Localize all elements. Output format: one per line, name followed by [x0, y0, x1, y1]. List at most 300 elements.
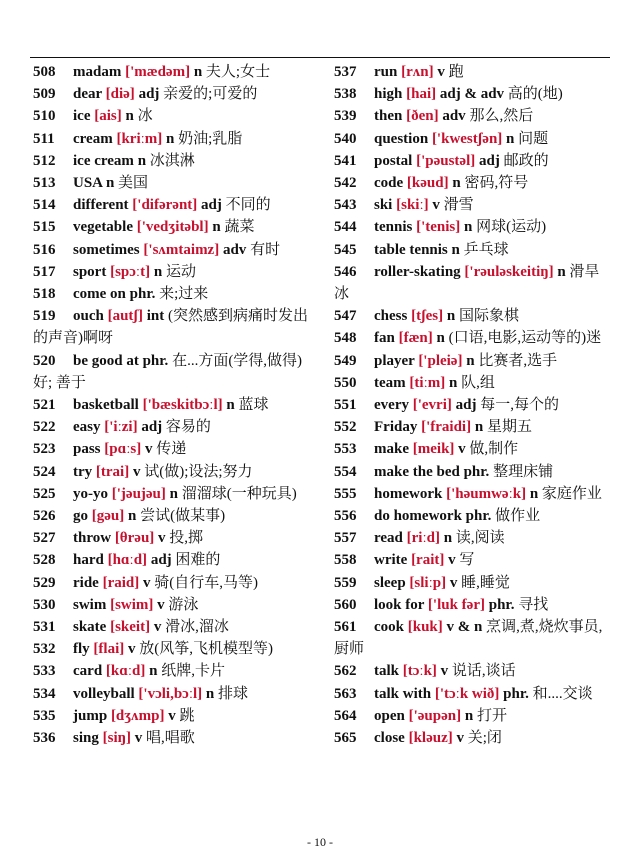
entry-part-of-speech: adj & adv [439, 86, 505, 103]
vocab-entry [33, 638, 311, 660]
entry-number: 540 [334, 130, 357, 147]
entry-number: 525 [33, 485, 56, 502]
entry-phonetic: ['rəuləskeitiŋ] [464, 263, 554, 280]
entry-phonetic: [tiːm] [409, 374, 446, 391]
entry-part-of-speech: v [432, 197, 440, 214]
entry-part-of-speech: v [134, 730, 143, 747]
entry-word: look for [374, 596, 425, 613]
vocab-entry [334, 660, 612, 682]
entry-number: 542 [334, 175, 357, 192]
entry-part-of-speech: v [458, 441, 466, 458]
entry-part-of-speech: v [128, 641, 136, 658]
entry-definition: 蓝球 [238, 397, 269, 414]
vocab-entry [33, 83, 311, 105]
entry-word: hard [73, 552, 104, 569]
entry-phonetic: [diə] [105, 86, 135, 103]
entry-definition: 亲爱的;可爱的 [163, 86, 258, 103]
entry-number: 548 [334, 330, 357, 347]
entry-number: 544 [334, 219, 357, 236]
entry-part-of-speech: n [226, 397, 235, 414]
entry-phonetic: [skiː] [396, 197, 429, 214]
entry-definition: 烹调,煮,烧炊事员,厨师 [334, 619, 603, 658]
entry-part-of-speech: n [153, 263, 163, 280]
entry-definition: 有时 [250, 241, 281, 258]
entry-definition: 邮政的 [503, 152, 549, 169]
entry-definition: 打开 [476, 707, 507, 724]
entry-word: different [73, 197, 129, 214]
entry-phonetic: ['vɔli,bɔːl] [138, 685, 203, 702]
entry-definition: (突然感到病痛时发出的声音)啊呀 [33, 308, 308, 347]
entry-definition: 家庭作业 [541, 485, 602, 502]
entry-phonetic: [sliːp] [409, 574, 447, 591]
entry-word: dear [73, 86, 102, 103]
entry-phonetic: ['difərənt] [132, 197, 198, 214]
entry-number: 539 [334, 108, 357, 125]
entry-word: madam [73, 64, 122, 80]
entry-number: 526 [33, 508, 56, 525]
entry-phonetic: ['fraidi] [421, 419, 472, 436]
entry-phonetic: ['pleiə] [418, 352, 463, 369]
entry-phonetic: [autʃ] [107, 308, 143, 325]
vocab-entry [334, 327, 612, 349]
entry-number: 513 [33, 175, 56, 192]
entry-phonetic: ['mædəm] [125, 64, 191, 80]
entry-phonetic: [trai] [95, 463, 130, 480]
vocab-entry [334, 194, 612, 216]
entry-definition: 整理床铺 [493, 463, 554, 480]
vocab-entry [33, 61, 311, 83]
vocab-entry [33, 150, 311, 172]
entry-word: question [374, 130, 429, 147]
entry-word: tennis [374, 219, 413, 236]
entry-phonetic: [gəu] [91, 508, 125, 525]
entry-word: jump [73, 707, 108, 724]
entry-phonetic: ['sʌmtaimz] [143, 241, 220, 258]
entry-phonetic: [siŋ] [102, 730, 131, 747]
entry-phonetic: ['əupən] [408, 707, 462, 724]
entry-definition: 冰淇淋 [149, 152, 195, 169]
entry-number: 527 [33, 530, 56, 547]
vocab-entry [334, 683, 612, 705]
entry-definition: 做,制作 [469, 441, 519, 458]
entry-phonetic: ['pəustəl] [416, 152, 476, 169]
entry-number: 521 [33, 397, 56, 414]
entry-phonetic: [skeit] [110, 619, 151, 636]
entry-phonetic: [dʒʌmp] [110, 707, 165, 724]
entry-definition: 唱,唱歌 [145, 730, 195, 747]
entry-word: Friday [374, 419, 418, 436]
entry-definition: 滑冰,溜冰 [165, 619, 229, 636]
entry-definition: 容易的 [165, 419, 211, 436]
entry-part-of-speech: v [456, 730, 464, 747]
vocab-entry [334, 549, 612, 571]
entry-part-of-speech: v [448, 552, 456, 569]
entry-number: 550 [334, 374, 357, 391]
entry-word: sing [73, 730, 99, 747]
entry-part-of-speech: n [149, 663, 158, 680]
vocab-entry [334, 505, 612, 527]
entry-phonetic: [kləuz] [408, 730, 453, 747]
vocab-entry [33, 350, 311, 394]
entry-phonetic: [θrəu] [114, 530, 155, 547]
entry-number: 546 [334, 263, 357, 280]
entry-word: chess [374, 308, 408, 325]
entry-part-of-speech: adv [442, 108, 466, 125]
entry-part-of-speech: n [212, 219, 221, 236]
entry-word: fan [374, 330, 395, 347]
vocab-entry [33, 416, 311, 438]
entry-phonetic: [tʃes] [411, 308, 444, 325]
entry-definition: 游泳 [168, 596, 199, 613]
vocab-column-left [33, 61, 311, 749]
entry-number: 515 [33, 219, 56, 236]
vocab-entry [33, 705, 311, 727]
entry-word: ride [73, 574, 99, 591]
entry-word: table tennis [374, 241, 448, 258]
entry-word: try [73, 463, 93, 480]
entry-number: 545 [334, 241, 357, 258]
entry-definition: 做作业 [495, 508, 541, 525]
entry-word: every [374, 397, 409, 414]
entry-phonetic: ['jəujəu] [111, 485, 166, 502]
entry-number: 553 [334, 441, 357, 458]
vocab-entry [334, 372, 612, 394]
entry-definition: 尝试(做某事) [140, 508, 226, 525]
entry-word: talk [374, 663, 400, 680]
entry-part-of-speech: phr. [488, 596, 515, 613]
entry-number: 511 [33, 130, 55, 147]
vocab-entry [33, 461, 311, 483]
vocab-entry [334, 572, 612, 594]
entry-number: 549 [334, 352, 357, 369]
entry-phonetic: [swim] [110, 596, 154, 613]
entry-part-of-speech: v [132, 463, 141, 480]
entry-part-of-speech: n [205, 685, 215, 702]
entry-part-of-speech: n [193, 64, 203, 80]
entry-number: 508 [33, 64, 56, 80]
entry-part-of-speech: v [145, 441, 153, 458]
entry-definition: 睡,睡觉 [461, 574, 510, 591]
entry-part-of-speech: n [474, 419, 484, 436]
entry-part-of-speech: n [443, 530, 453, 547]
entry-word: make the bed [374, 463, 460, 480]
vocab-entry [33, 660, 311, 682]
entry-word: read [374, 530, 403, 547]
entry-definition: 投,掷 [169, 530, 204, 547]
entry-definition: 那么,然后 [469, 108, 534, 125]
entry-number: 514 [33, 197, 56, 214]
entry-word: player [374, 352, 415, 369]
entry-word: swim [73, 596, 107, 613]
entry-part-of-speech: n [451, 241, 460, 258]
entry-part-of-speech: v [168, 707, 176, 724]
entry-definition: 高的(地) [507, 86, 563, 103]
entry-part-of-speech: v & n [446, 619, 483, 636]
entry-definition: 试(做);设法;努力 [144, 463, 253, 480]
entry-number: 543 [334, 197, 357, 214]
entry-number: 517 [33, 263, 56, 280]
entry-number: 516 [33, 241, 56, 258]
entry-phonetic: ['kwestʃən] [431, 130, 503, 147]
entry-phonetic: ['həumwəːk] [446, 485, 527, 502]
entry-word: yo-yo [73, 485, 108, 502]
entry-word: talk with [374, 685, 432, 702]
entry-part-of-speech: v [143, 574, 151, 591]
vocab-entry [334, 150, 612, 172]
entry-phonetic: [spɔːt] [110, 263, 151, 280]
entry-phonetic: ['luk fər] [427, 596, 485, 613]
entry-number: 528 [33, 552, 56, 569]
entry-number: 554 [334, 463, 357, 480]
entry-phonetic: [rait] [411, 552, 445, 569]
entry-number: 529 [33, 574, 56, 591]
entry-number: 533 [33, 663, 56, 680]
entry-word: ice [73, 108, 91, 125]
entry-word: fly [73, 641, 90, 658]
entry-number: 523 [33, 441, 56, 458]
entry-part-of-speech: n [137, 152, 147, 169]
entry-definition: 每一,每个的 [480, 397, 559, 414]
entry-part-of-speech: v [157, 596, 165, 613]
entry-word: ice cream [73, 152, 134, 169]
entry-part-of-speech: n [166, 130, 175, 147]
entry-number: 512 [33, 152, 56, 169]
entry-phonetic: [kəud] [406, 175, 449, 192]
entry-number: 535 [33, 707, 56, 724]
entry-phonetic: [rʌn] [401, 64, 434, 80]
entry-number: 557 [334, 530, 357, 547]
entry-phonetic: [pɑːs] [104, 441, 142, 458]
vocab-entry [334, 305, 612, 327]
entry-phonetic: [tɔːk] [402, 663, 437, 680]
vocab-entry [334, 394, 612, 416]
entry-definition: 关;闭 [467, 730, 502, 747]
vocab-entry [33, 394, 311, 416]
vocab-entry [33, 683, 311, 705]
entry-word: code [374, 175, 404, 192]
entry-part-of-speech: phr. [503, 685, 529, 702]
entry-definition: 说话,谈话 [451, 663, 516, 680]
entry-number: 564 [334, 707, 357, 724]
entry-part-of-speech: n [529, 485, 539, 502]
entry-definition: 冰 [137, 108, 153, 125]
vocab-entry [33, 483, 311, 505]
entry-phonetic: [flai] [93, 641, 125, 658]
vocab-entry [334, 461, 612, 483]
entry-number: 563 [334, 685, 357, 702]
entry-definition: 写 [459, 552, 475, 569]
entry-word: be good at [73, 352, 139, 369]
entry-word: open [374, 707, 405, 724]
entry-phonetic: [ais] [94, 108, 122, 125]
entry-definition: 网球(运动) [476, 219, 547, 236]
entry-part-of-speech: n [464, 707, 474, 724]
entry-part-of-speech: n [506, 130, 515, 147]
vocab-entry [33, 105, 311, 127]
entry-part-of-speech: phr. [129, 286, 156, 303]
vocab-entry [334, 416, 612, 438]
entry-word: homework [374, 485, 443, 502]
entry-number: 522 [33, 419, 56, 436]
entry-word: skate [73, 619, 107, 636]
entry-definition: 蔬菜 [224, 219, 255, 236]
entry-number: 524 [33, 463, 56, 480]
entry-number: 558 [334, 552, 357, 569]
vocab-entry [334, 727, 612, 749]
entry-part-of-speech: adj [150, 552, 172, 569]
vocab-entry [334, 261, 612, 305]
entry-number: 534 [33, 685, 56, 702]
entry-phonetic: ['tenis] [416, 219, 461, 236]
entry-word: pass [73, 441, 101, 458]
entry-definition: 在...方面(学得,做得)好; 善于 [33, 352, 303, 391]
entry-definition: 美国 [118, 175, 149, 192]
vocab-entry [33, 505, 311, 527]
entry-phonetic: ['evri] [412, 397, 452, 414]
entry-phonetic: [hɑːd] [107, 552, 148, 569]
entry-number: 565 [334, 730, 357, 747]
vocab-entry [334, 483, 612, 505]
entry-definition: 溜溜球(一种玩具) [181, 485, 297, 502]
vocab-entry [334, 61, 612, 83]
entry-number: 560 [334, 596, 357, 613]
vocab-entry [33, 128, 311, 150]
entry-number: 519 [33, 308, 56, 325]
entry-part-of-speech: v [437, 64, 445, 80]
vocab-entry [334, 594, 612, 616]
vocab-entry [33, 549, 311, 571]
entry-number: 559 [334, 574, 357, 591]
entry-part-of-speech: n [452, 175, 461, 192]
entry-number: 555 [334, 485, 357, 502]
entry-word: sleep [374, 574, 406, 591]
entry-word: sometimes [73, 241, 140, 258]
entry-definition: 放(风筝,飞机模型等) [139, 641, 273, 658]
entry-part-of-speech: adj [455, 397, 477, 414]
entry-definition: 传递 [156, 441, 187, 458]
entry-number: 537 [334, 64, 357, 80]
vocab-entry [33, 216, 311, 238]
vocab-entry [334, 128, 612, 150]
entry-definition: 滑雪 [443, 197, 474, 214]
entry-part-of-speech: n [436, 330, 445, 347]
entry-definition: 跑 [448, 64, 464, 80]
vocab-entry [33, 727, 311, 749]
entry-number: 551 [334, 397, 357, 414]
entry-word: then [374, 108, 403, 125]
entry-definition: 纸牌,卡片 [161, 663, 225, 680]
vocab-entry [33, 172, 311, 194]
entry-part-of-speech: phr. [463, 463, 490, 480]
vocab-entry [334, 527, 612, 549]
entry-word: do homework [374, 508, 462, 525]
vocab-entry [334, 105, 612, 127]
vocab-entry [33, 572, 311, 594]
entry-word: team [374, 374, 406, 391]
entry-definition: 运动 [165, 263, 196, 280]
entry-number: 541 [334, 152, 357, 169]
entry-part-of-speech: v [449, 574, 458, 591]
entry-definition: (口语,电影,运动等的)迷 [448, 330, 602, 347]
entry-definition: 密码,符号 [464, 175, 529, 192]
entry-phonetic: [ðen] [406, 108, 439, 125]
vocab-entry [334, 705, 612, 727]
entry-phonetic: [kɑːd] [105, 663, 146, 680]
entry-word: throw [73, 530, 112, 547]
entry-definition: 奶油;乳脂 [178, 130, 243, 147]
entry-word: make [374, 441, 409, 458]
vocab-entry [334, 172, 612, 194]
vocab-entry [334, 216, 612, 238]
entry-number: 556 [334, 508, 357, 525]
vocab-column-right [334, 61, 612, 749]
entry-definition: 骑(自行车,马等) [154, 574, 258, 591]
entry-number: 520 [33, 352, 56, 369]
entry-word: cream [73, 130, 113, 147]
entry-word: cook [374, 619, 404, 636]
entry-word: ski [374, 197, 393, 214]
entry-number: 536 [33, 730, 56, 747]
entry-phonetic: [riːd] [406, 530, 440, 547]
entry-definition: 星期五 [486, 419, 532, 436]
vocab-entry [33, 261, 311, 283]
entry-phonetic: ['bæskitbɔːl] [142, 397, 223, 414]
vocab-entry [334, 438, 612, 460]
vocab-entry [33, 616, 311, 638]
entry-phonetic: [hai] [406, 86, 437, 103]
entry-part-of-speech: n [464, 219, 473, 236]
vocab-entry [334, 83, 612, 105]
entry-part-of-speech: adj [201, 197, 222, 214]
entry-word: card [73, 663, 103, 680]
entry-phonetic: [fæn] [398, 330, 433, 347]
entry-part-of-speech: v [158, 530, 166, 547]
entry-word: ouch [73, 308, 104, 325]
entry-word: run [374, 64, 398, 80]
vocab-entry [33, 438, 311, 460]
entry-word: sport [73, 263, 107, 280]
entry-number: 562 [334, 663, 357, 680]
entry-number: 538 [334, 86, 357, 103]
entry-definition: 队,组 [461, 374, 495, 391]
entry-part-of-speech: v [153, 619, 162, 636]
entry-part-of-speech: phr. [465, 508, 492, 525]
entry-definition: 和....交谈 [532, 685, 593, 702]
entry-word: basketball [73, 397, 139, 414]
entry-part-of-speech: adj [138, 86, 160, 103]
entry-word: roller-skating [374, 263, 461, 280]
entry-phonetic: ['vedʒitəbl] [136, 219, 209, 236]
entry-definition: 排球 [218, 685, 249, 702]
entry-word: postal [374, 152, 413, 169]
entry-part-of-speech: adj [141, 419, 163, 436]
vocab-entry [334, 239, 612, 261]
vocab-entry [334, 616, 612, 660]
entry-word: high [374, 86, 403, 103]
vocab-entry [33, 305, 311, 349]
vocab-entry [33, 239, 311, 261]
vocab-entry [33, 194, 311, 216]
entry-word: easy [73, 419, 101, 436]
entry-part-of-speech: n [105, 175, 115, 192]
entry-definition: 跳 [179, 707, 195, 724]
entry-number: 547 [334, 308, 357, 325]
entry-definition: 乒乓球 [463, 241, 509, 258]
entry-word: volleyball [73, 685, 135, 702]
header-rule [30, 57, 610, 58]
entry-definition: 比赛者,选手 [478, 352, 558, 369]
entry-phonetic: ['tɔːk wið] [434, 685, 500, 702]
